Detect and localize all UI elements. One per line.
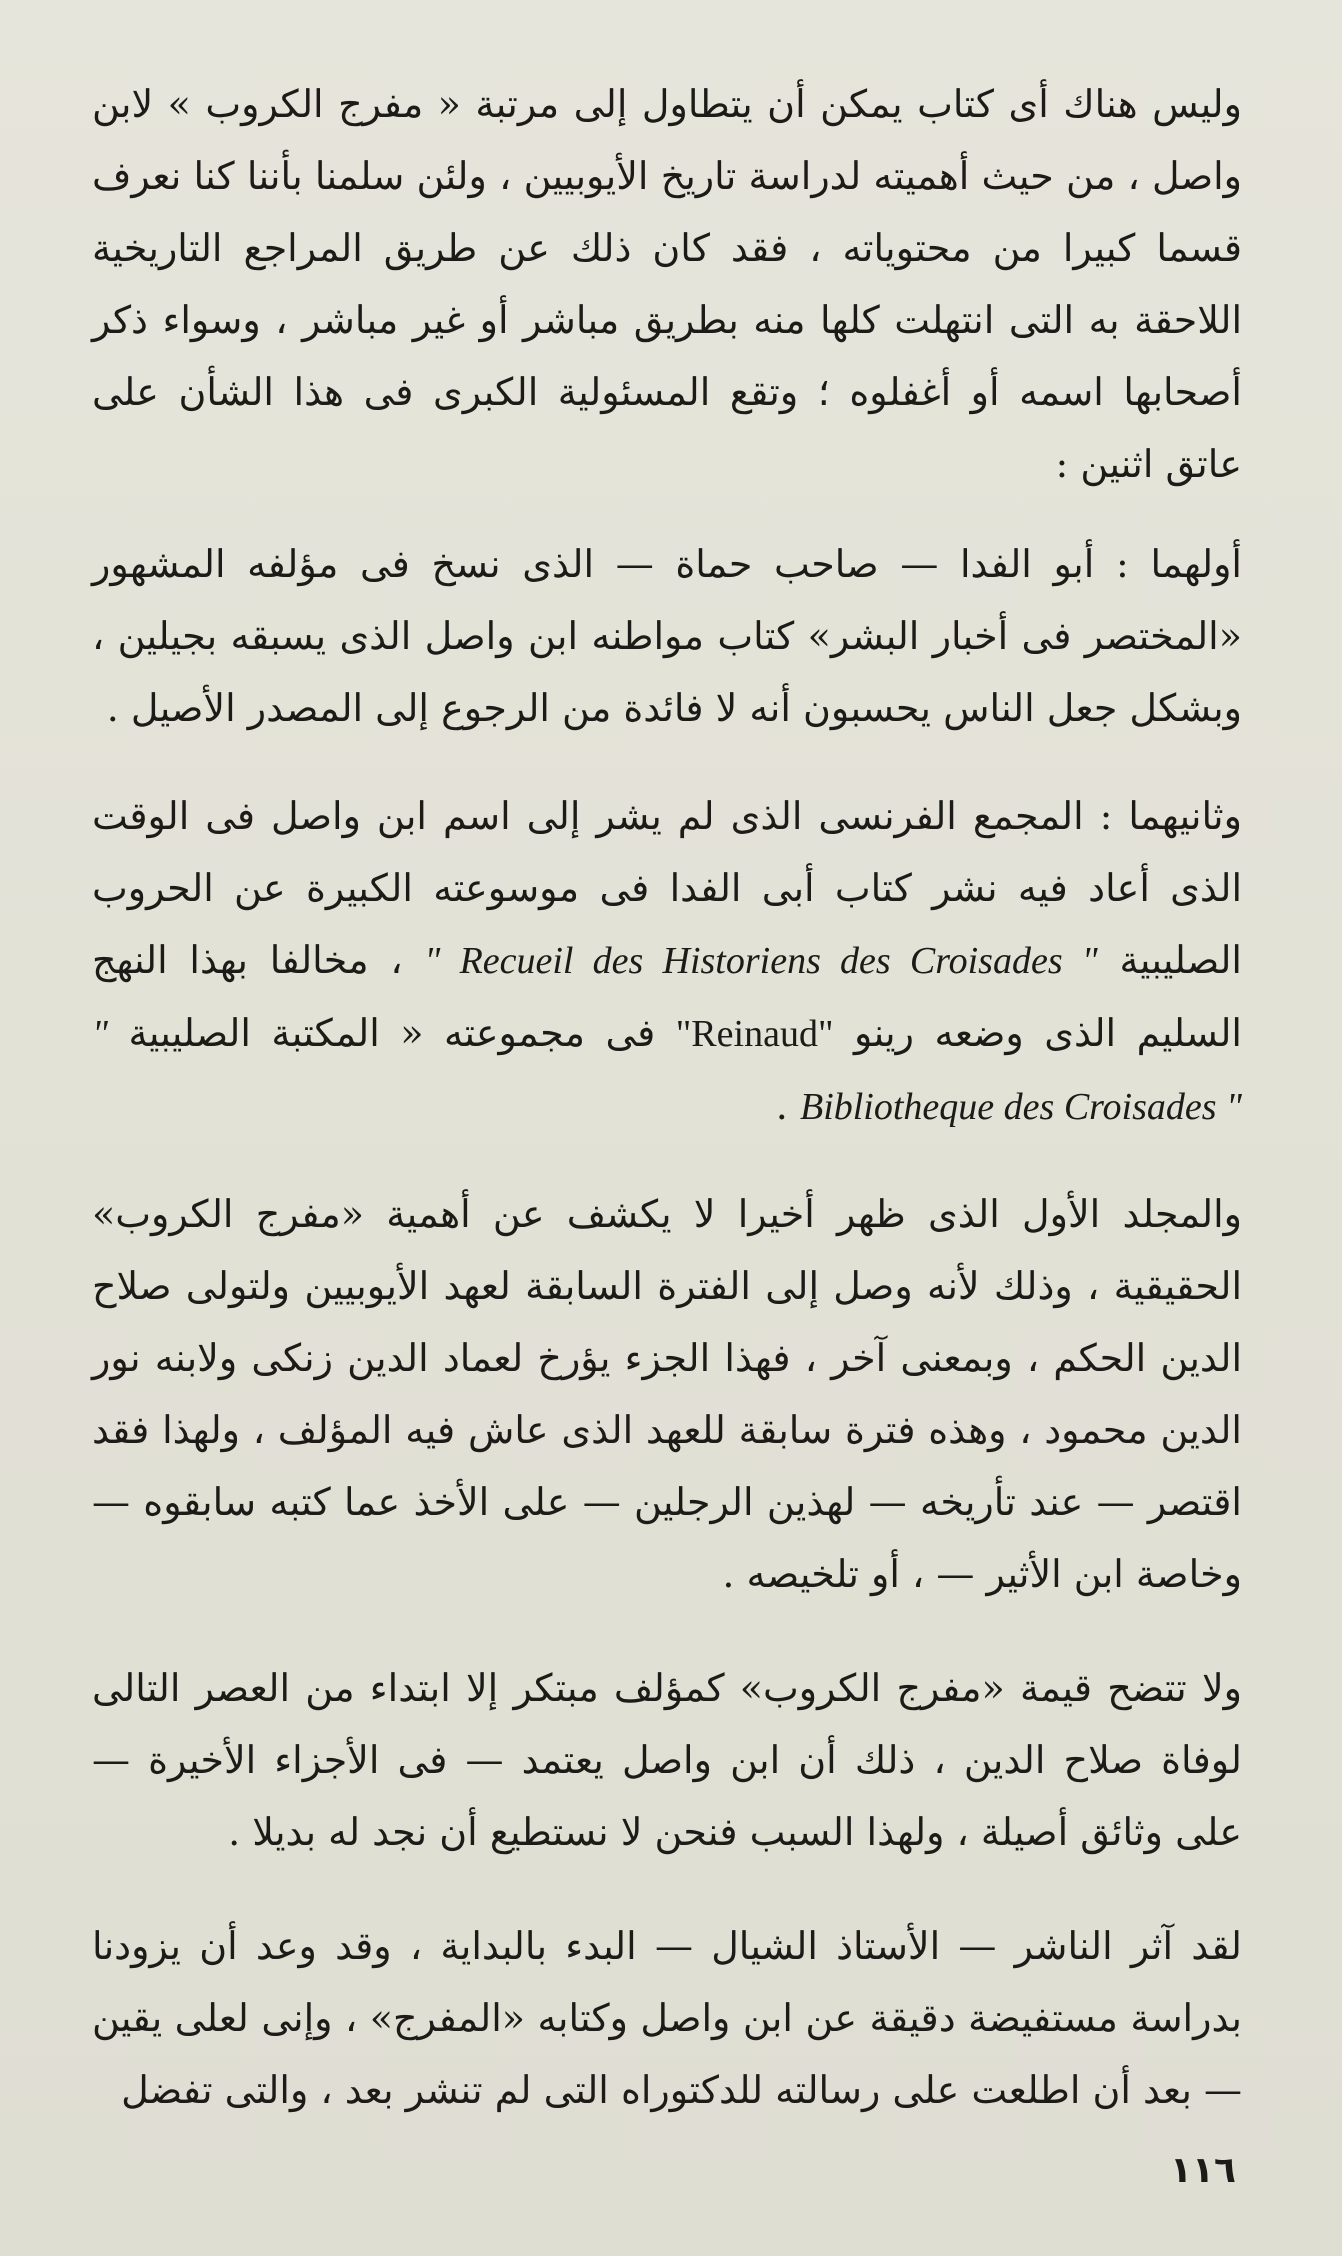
paragraph-2 xyxy=(92,528,1242,744)
paragraph-3-part-3: فى مجموعته « المكتبة الصليبية xyxy=(128,1011,656,1055)
paragraph-6 xyxy=(92,1910,1242,2126)
paragraph-4-text: والمجلد الأول الذى ظهر أخيرا لا يكشف عن أهمية «مفرج الكروب» الحقيقية ، وذلك لأنه وصل إلى الفترة السابقة لعهد الأيوبيين ولتولى صلاح الدين الحكم ، وبمعنى آخر ، فهذا الجزء يؤرخ لعماد الدين زنكى ولابنه نور الدين محمود ، وهذه فترة سابقة للعهد الذى عاش فيه المؤلف ، ولهذا فقد اقتصر — عند تأريخه — لهذين الرجلين — على الأخذ عما كتبه سابقوه — وخاصة ابن الأثير — ، أو تلخيصه . xyxy=(92,1192,1242,1596)
page-number: ١١٦ xyxy=(1170,2150,1236,2191)
paragraph-4 xyxy=(92,1178,1242,1610)
paragraph-3 xyxy=(92,780,1242,1143)
paragraph-5 xyxy=(92,1652,1242,1868)
paragraph-3-text xyxy=(92,780,1242,1143)
paragraph-2-text: أولهما : أبو الفدا — صاحب حماة — الذى نسخ فى مؤلفه المشهور «المختصر فى أخبار البشر» كتاب مواطنه ابن واصل الذى يسبقه بجيلين ، وبشكل جعل الناس يحسبون أنه لا فائدة من الرجوع إلى المصدر الأصيل . xyxy=(92,542,1242,730)
paragraph-6-text: لقد آثر الناشر — الأستاذ الشيال — البدء بالبداية ، وقد وعد أن يزودنا بدراسة مستفيضة دقيقة عن ابن واصل وكتابه «المفرج» ، وإنى لعلى يقين — بعد أن اطلعت على رسالته للدكتوراه التى لم تنشر بعد ، والتى تفضل xyxy=(92,1924,1242,2112)
paragraph-1-text: وليس هناك أى كتاب يمكن أن يتطاول إلى مرتبة « مفرج الكروب » لابن واصل ، من حيث أهميته لدراسة تاريخ الأيوبيين ، ولئن سلمنا بأننا كنا نعرف قسما كبيرا من محتوياته ، فقد كان ذلك عن طريق المراجع التاريخية اللاحقة به التى انتهلت كلها منه بطريق مباشر أو غير مباشر ، وسواء ذكر أصحابها اسمه أو أغفلوه ؛ وتقع المسئولية الكبرى فى هذا الشأن على عاتق اثنين : xyxy=(92,82,1242,486)
paragraph-1 xyxy=(92,68,1242,500)
recueil-title: " Recueil des Historiens des Croisades " xyxy=(424,940,1098,982)
paragraph-3-part-4: . xyxy=(775,1084,788,1128)
reinaud-name: "Reinaud" xyxy=(675,1013,834,1055)
bibliotheque-title: " Bibliotheque des Croisades " xyxy=(92,1013,1242,1128)
paragraph-3-part-2: ، مخالفا بهذا النهج السليم الذى وضعه رينو xyxy=(92,938,1242,1055)
paragraph-3-part-1: وثانيهما : المجمع الفرنسى الذى لم يشر إلى اسم ابن واصل فى الوقت الذى أعاد فيه نشر كتاب أبى الفدا فى موسوعته الكبيرة عن الحروب الصليبية xyxy=(92,794,1243,982)
paragraph-5-text: ولا تتضح قيمة «مفرج الكروب» كمؤلف مبتكر إلا ابتداء من العصر التالى لوفاة صلاح الدين ، ذلك أن ابن واصل يعتمد — فى الأجزاء الأخيرة — على وثائق أصيلة ، ولهذا السبب فنحن لا نستطيع أن نجد له بديلا . xyxy=(92,1666,1242,1854)
